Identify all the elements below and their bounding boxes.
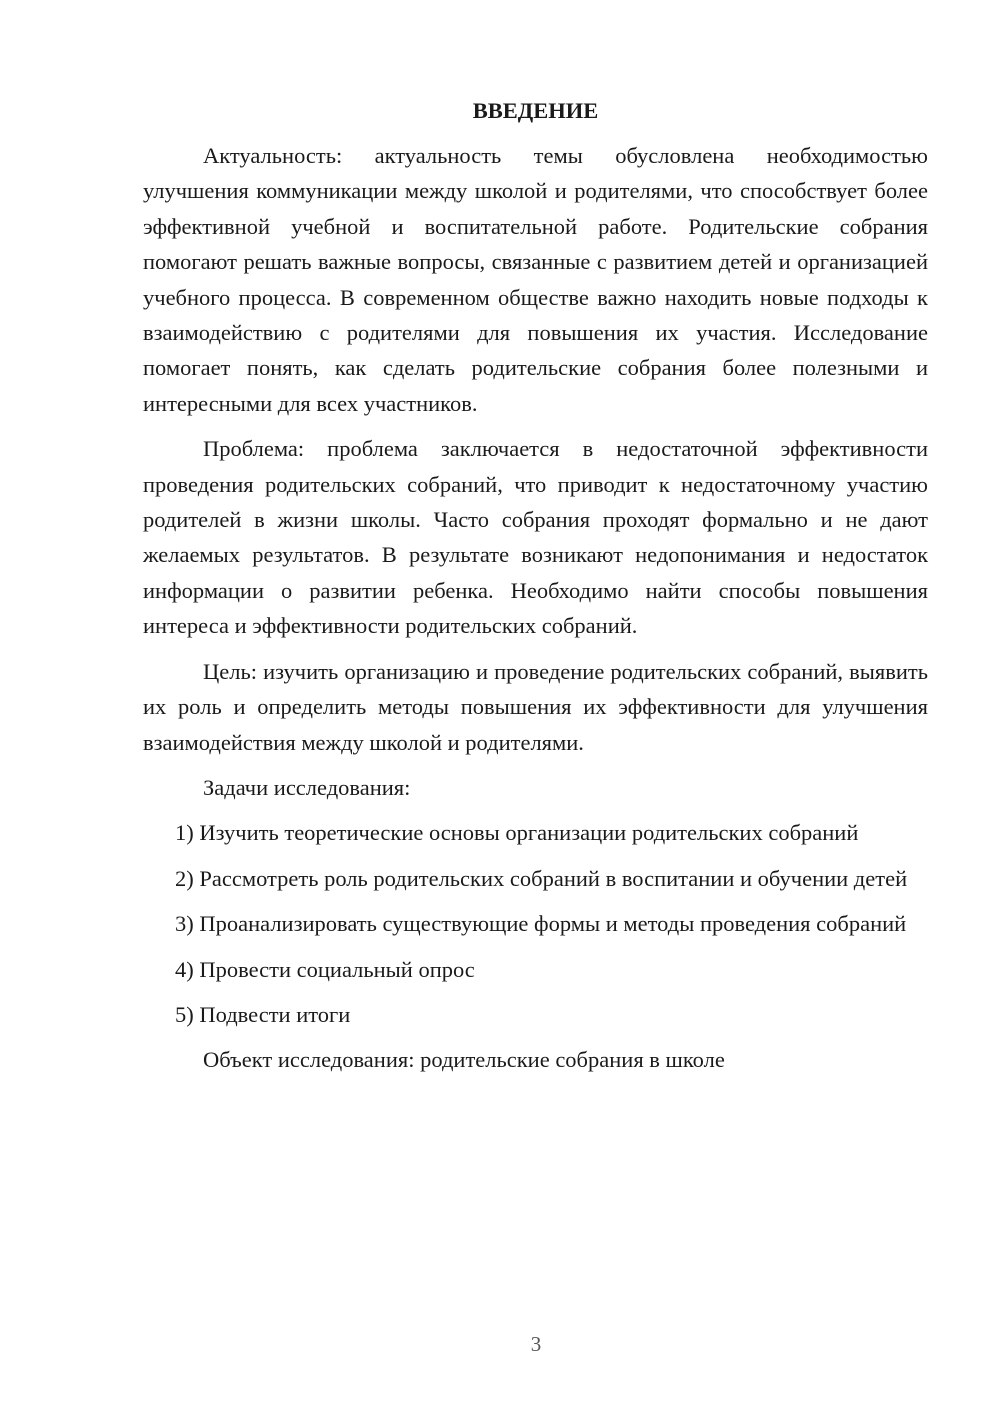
goal-paragraph: Цель: изучить организацию и проведение родительских собраний, выявить их роль и определить методы повышения их эффективности для улучшения взаимодействия между школой и родителями. bbox=[143, 658, 928, 755]
task-item: 3) Проанализировать существующие формы и методы проведения собраний bbox=[175, 911, 907, 937]
section-heading: ВВЕДЕНИЕ bbox=[472, 98, 599, 123]
task-item: 5) Подвести итоги bbox=[175, 1001, 351, 1027]
tasks-title: Задачи исследования: bbox=[203, 774, 411, 800]
document-page bbox=[143, 96, 928, 1088]
problem-paragraph: Проблема: проблема заключается в недостаточной эффективности проведения родительских собраний, что приводит к недостаточному участию родителей в жизни школы. Часто собрания проходят формально и не дают желаемых результатов. В результате возникают недопонимания и недостаток информации о развитии ребенка. Необходимо найти способы повышения интереса и эффективности родительских собраний. bbox=[143, 436, 928, 639]
task-item: 2) Рассмотреть роль родительских собраний в воспитании и обучении детей bbox=[175, 865, 908, 891]
task-item: 4) Провести социальный опрос bbox=[175, 956, 475, 982]
task-item: 1) Изучить теоретические основы организации родительских собраний bbox=[175, 820, 859, 846]
page-number: 3 bbox=[530, 1332, 542, 1356]
relevance-paragraph: Актуальность: актуальность темы обусловлена необходимостью улучшения коммуникации между школой и родителями, что способствует более эффективной учебной и воспитательной работе. Родительские собрания помогают решать важные вопросы, связанные с развитием детей и организацией учебного процесса. В современном обществе важно находить новые подходы к взаимодействию с родителями для повышения их участия. Исследование помогает понять, как сделать родительские собрания более полезными и интересными для всех участников. bbox=[143, 143, 928, 416]
object-paragraph: Объект исследования: родительские собрания в школе bbox=[203, 1047, 725, 1073]
